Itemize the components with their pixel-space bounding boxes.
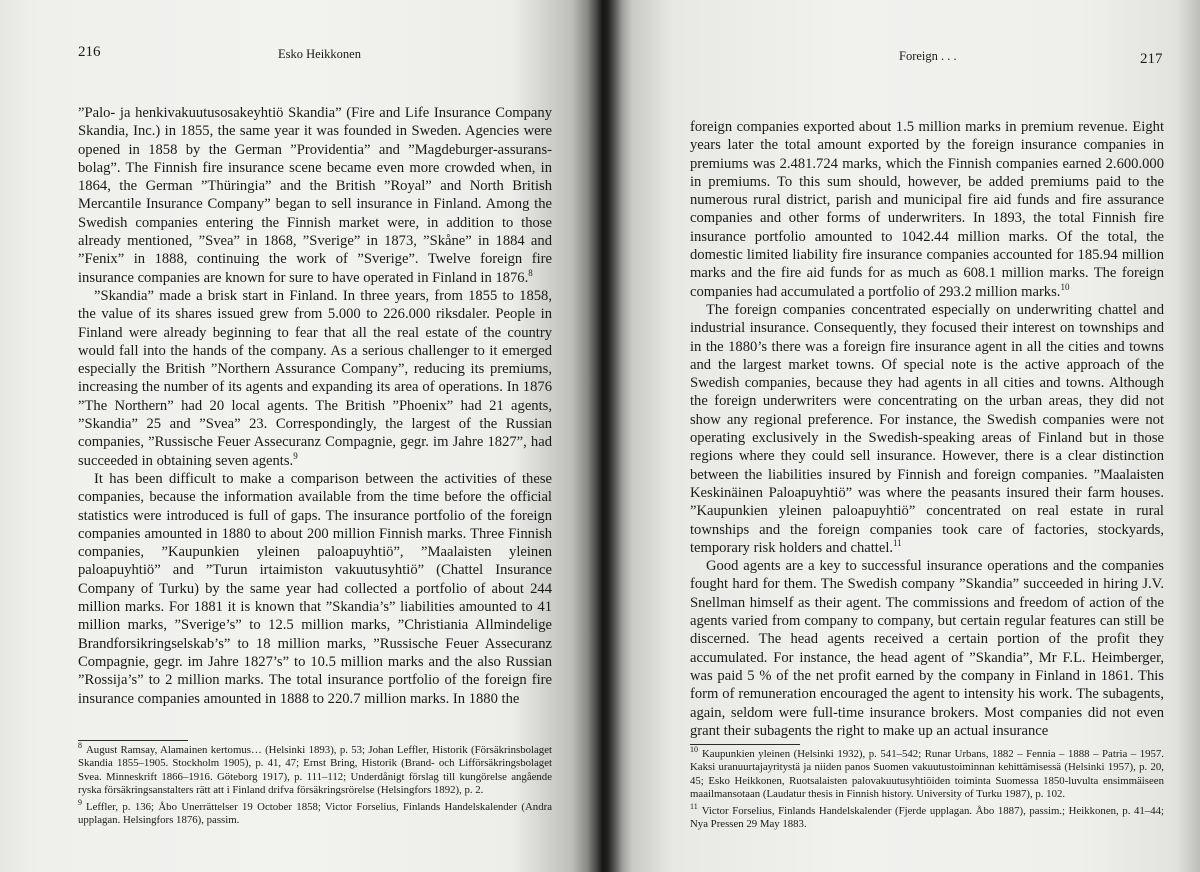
body-text [690, 118, 1164, 740]
paragraph: ”Skandia” made a brisk start in Finland. In three years, from 1855 to 1858, the value of its shares issued grew from 5.000 to 226.000 riksdaler. People in Finland were already beginning to fear that all the real estate of the country would fall into the hands of the company. As a serious challenger to it emerged especially the British ”Northern Assurance Company”, reducing its premiums, increasing the number of its agents and expanding its area of operations. In 1876 ”The Northern” had 20 local agents. The British ”Phoenix” had 21 agents, ”Skandia” 25 and ”Svea” 23. Correspondingly, the largest of the Russian companies, ”Russische Feuer Assecuranz Compagnie, gegr. im Jahre 1827”, had succeeded in obtaining seven agents.$^9$ [78, 287, 552, 469]
paragraph: foreign companies exported about 1.5 million marks in premium revenue. Eight years later the total amount exported by the foreign insurance companies in premiums was 2.481.724 marks, which the Finnish companies earned 2.600.000 in premiums. To this sum should, however, be added premiums paid to the numerous rural district, parish and municipal fire aid funds and fire assurance companies and other forms of underwriters. In 1893, the total Finnish fire insurance portfolio amounted to 1042.44 million marks. Of the total, the domestic limited liability fire insurance companies accounted for 185.94 million marks and the fire aid funds for as much as 608.1 million marks. The foreign companies had accumulated a portfolio of 293.2 million marks.$^{10}$ [690, 119, 1164, 300]
footnote: $^{10}$ Kaupunkien yleinen (Helsinki 1932), p. 541–542; Runar Urbans, 1882 – Fennia – 1888 – Patria – 1957. Kaksi uranuurtajayritystä ja niiden panos Suomen vakuutustoiminnan kehittämisessä (Helsinki 1957), p. 20, 45; Esko Heikkonen, Ruotsalaisten palovakuutusyhtiöiden toiminta Suomessa 1850-luvulta ensimmäiseen maailmansotaan (Laudatur thesis in Finnish history. University of Turku 1987), p. 102. [690, 745, 1164, 801]
footnote-rule [78, 740, 188, 741]
running-title: Foreign . . . [899, 49, 957, 63]
body-text [78, 104, 552, 708]
page-number: 216 [78, 44, 101, 60]
footnote: $^9$ Leffler, p. 136; Åbo Unerrättelser 19 October 1858; Victor Forselius, Finlands Handelskalender (Andra upplagan. Helsingfors 1876), passim. [78, 798, 552, 827]
page-number: 217 [1140, 51, 1163, 67]
paragraph: Good agents are a key to successful insurance operations and the companies fought hard for them. The Swedish company ”Skandia” succeeded in hiring J.V. Snellman himself as their agent. The commissions and freedom of action of the agents varied from company to company, but certain regular features can still be discerned. The head agents received a certain portion of the profit they accumulated. For instance, the head agent of ”Skandia”, Mr F.L. Heimberger, was paid 5 % of the net profit earned by the company in Finland in 1861. This form of remuneration encouraged the agent to intensity his work. The subagents, again, seldom were full-time insurance brokers. Most companies did not even grant their subagents the right to make up an actual insurance [690, 558, 1164, 739]
footnotes [690, 745, 1164, 834]
footnotes [78, 741, 552, 830]
paragraph: It has been difficult to make a comparison between the activities of these companies, because the information available from the time before the official statistics were introduced is full of gaps. The insurance portfolio of the foreign companies amounted in 1880 to about 200 million Finnish marks. Three Finnish companies, ”Kaupunkien yleinen paloapuyhtiö”, ”Maalaisten yleinen paloapuyhtiö” and ”Turun irtaimiston vakuutusyhtiö” (Chattel Insurance Company of Turku) by the same year had collected a portfolio of about 244 million marks. For 1881 it is known that ”Skandia’s” liabilities amounted to 41 million marks, ”Sverige’s” to 12.5 million marks, ”Christiania Allmindelige Brandforsikringselskab’s” to 18 million marks, ”Russische Feuer Assecuranz Compagnie, gegr. im Jahre 1827’s” to 10.5 million marks and the also Russian ”Rossija’s” to 2 million marks. The total insurance portfolio of the foreign fire insurance companies amounted in 1888 to 220.7 million marks. In 1880 the [78, 470, 552, 707]
footnote-ref: 11 [893, 537, 902, 548]
footnote: $^8$ August Ramsay, Alamainen kertomus… (Helsinki 1893), p. 53; Johan Leffler, Historik (Försäkrinsbolaget Skandia 1855–1905. Stockholm 1905), p. 41, 47; Ernst Bring, Historik (Brand- och Lifförsäkringsbolaget Svea. Minneskrift 1866–1916. Göteborg 1917), p. 111–112; Underdånigt förslag till kungörelse angående ryska försäkringsanstalters rätt att i Finland drifva försäkringsrörelse (Helsingfors 1892), p. 2. [78, 741, 552, 797]
paragraph: ”Palo- ja henkivakuutusosakeyhtiö Skandia” (Fire and Life Insurance Company Skandia, Inc.) in 1855, the same year it was founded in Sweden. Agencies were opened in 1858 by the German ”Providentia” and ”Magdeburger-assurans-bolag”. The Finnish fire insurance scene became even more crowded when, in 1864, the German ”Thüringia” and the British ”Royal” and North British Mercantile Insurance Company” began to sell insurance in Finland. Among the Swedish companies entering the Finnish market were, in addition to those already mentioned, ”Svea” in 1868, ”Sverige” in 1873, ”Skåne” in 1884 and ”Fenix” in 1888, continuing the work of ”Sverige”. Twelve foreign fire insurance companies are known for sure to have operated in Finland in 1876.$^8$ [78, 105, 552, 286]
footnote-mark: 8 [78, 741, 82, 751]
footnote-mark: 10 [690, 745, 698, 755]
running-title: Esko Heikkonen [278, 47, 361, 61]
paragraph: The foreign companies concentrated especially on underwriting chattel and industrial insurance. Consequently, they focused their interest on townships and in the 1880’s there was a foreign fire insurance agent in all the cities and towns and the largest market towns. Of special note is the active approach of the Swedish companies, because they had agents in all cities and towns. Although the foreign underwriters were concentrating on the urban areas, they did not show any regional preference. For instance, the Swedish companies were not operating exclusively in the Swedish-speaking areas of Finland but in those regions where they could sell insurance. However, there is a clear distinction between the liabilities insured by Finnish and foreign companies. ”Maalaisten Keskinäinen Paloapuyhtiö” was where the peasants insured their farm houses. ”Kaupunkien yleinen paloapuyhtiö” concentrated on real estate in rural townships and the foreign companies took care of factories, stockyards, temporary risk holders and chattel.$^{11}$ [690, 301, 1164, 556]
footnote-rule [690, 744, 800, 745]
footnote-ref: 9 [293, 450, 298, 461]
footnote-ref: 8 [528, 267, 533, 278]
footnote-mark: 9 [78, 798, 82, 808]
footnote-ref: 10 [1060, 281, 1070, 292]
right-page [602, 0, 1200, 872]
footnote: $^{11}$ Victor Forselius, Finlands Handelskalender (Fjerde upplagan. Åbo 1887), passim.; Heikkonen, p. 41–44; Nya Pressen 29 May 1883. [690, 802, 1164, 831]
footnote-mark: 11 [690, 802, 698, 812]
